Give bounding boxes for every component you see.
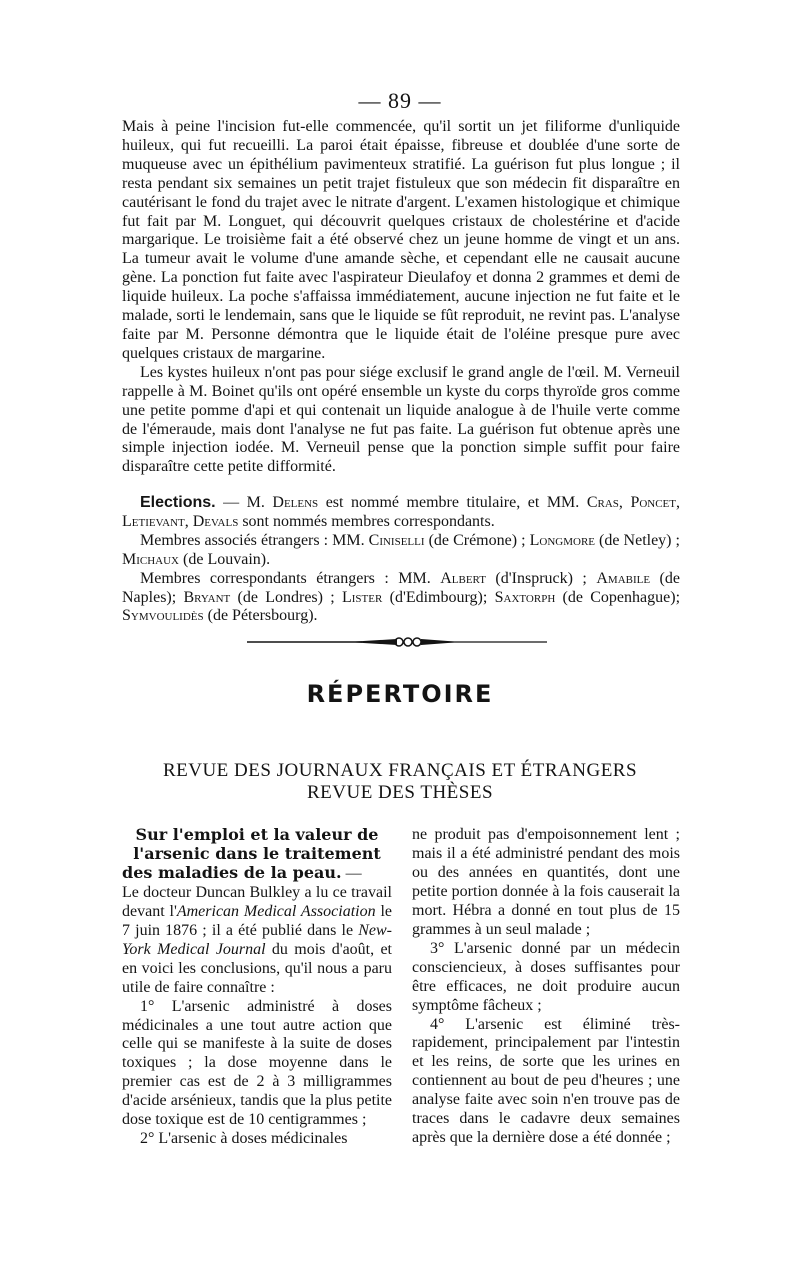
member-name: Longmore bbox=[529, 531, 595, 549]
conclusion-1: 1° L'arsenic administré à doses médicinales a une tout autre action que celle qui se manifeste à la suite de doses toxiques ; la dose moyenne dans le premier cas est de 2 à 3 milligrammes d'acide arsénieux, tandis que la plus petite dose toxique est de 10 centigrammes ; bbox=[122, 997, 392, 1129]
member-name: Cras bbox=[586, 494, 619, 511]
article-column-left bbox=[122, 826, 392, 1149]
elections-paragraph-associes bbox=[122, 532, 680, 570]
elections-paragraph-correspondants bbox=[122, 570, 680, 627]
paragraph-huileux-cases: Mais à peine l'incision fut-elle commencée, qu'il sortit un jet filiforme d'unliquide huileux, qui fut recueilli. La paroi était épaisse, fibreuse et doublée d'une sorte de muqueuse avec un épithélium pavimenteux stratifié. La guérison fut plus longue ; il resta pendant six semaines un petit trajet fistuleux que son médecin fit disparaître en cautérisant le fond du trajet avec le nitrate d'argent. L'examen histologique et chimique fut fait par M. Longuet, qui découvrit quelques cristaux de cholestérine et d'acide margarique. Le troisième fait a été observé chez un jeune homme de vingt et un ans. La tumeur avait le volume d'une amande sèche, et cependant elle ne causait aucune gène. La ponction fut faite avec l'aspirateur Dieulafoy et donna 2 grammes et demi de liquide huileux. La poche s'affaissa immédiatement, aucune injection ne fut faite et le malade, sorti le lendemain, sans que le liquide se fût reproduit, ne revint pas. L'analyse faite par M. Personne démontra que le liquide était de l'oléine presque pure avec quelques cristaux de margarine. bbox=[122, 118, 680, 362]
main-text-block bbox=[122, 118, 680, 477]
elections-text: (de Netley) ; bbox=[595, 531, 681, 549]
member-name: Devals bbox=[192, 512, 239, 530]
journal-name: New-York Medical Journal bbox=[122, 921, 392, 958]
member-name: Saxtorph bbox=[494, 588, 556, 606]
paragraph-kystes-huileux: Les kystes huileux n'ont pas pour siége exclusif le grand angle de l'œil. M. Verneuil rappelle à M. Boinet qu'ils ont opéré ensemble un kyste du corps thyroïde gros comme une petite pomme d'api et qui contenait un liquide analogue à de l'huile verte comme de l'émeraude, mais dont l'analyse ne fut pas faite. La guérison fut obtenue après une simple injection iodée. M. Verneuil pense que la ponction simple suffit pour faire disparaître cette petite difformité. bbox=[122, 363, 680, 476]
elections-text: (d'Edimbourg); bbox=[382, 588, 495, 606]
elections-text: — M. bbox=[215, 494, 273, 511]
member-name: Poncet bbox=[630, 494, 676, 511]
member-name: Letievant bbox=[122, 512, 185, 530]
article-title: des maladies de la peau. bbox=[122, 862, 342, 882]
article-title: l'arsenic dans le traitement bbox=[133, 843, 381, 863]
member-name: Delens bbox=[272, 494, 319, 511]
elections-text: , bbox=[184, 512, 193, 530]
article-intro bbox=[122, 884, 392, 998]
elections-text: (de Naples); bbox=[122, 569, 680, 606]
article-text: le 7 juin 1876 ; il a été publié dans le bbox=[122, 902, 392, 939]
conclusion-3: 3° L'arsenic donné par un médecin consciencieux, à doses suffisantes pour être efficaces, ne doit produire aucun symptôme fâcheux ; bbox=[412, 939, 680, 1014]
conclusion-4: 4° L'arsenic est éliminé très-rapidement, principalement par l'intestin et les reins, de sorte que les urines en contiennent au bout de peu d'heures ; une analyse faite avec soin n'en trouve pas de traces dans le cadavre deux semaines après que la dernière dose a été donnée ; bbox=[412, 1015, 680, 1147]
member-name: Lister bbox=[342, 588, 383, 606]
article-text: du mois d'août, et en voici les conclusions, qu'il nous a paru utile de faire connaître : bbox=[122, 940, 393, 996]
elections-text: , bbox=[676, 494, 680, 511]
elections-text: , bbox=[618, 494, 631, 511]
member-name: Michaux bbox=[122, 550, 180, 568]
section-subtitle-journaux: REVUE DES JOURNAUX FRANÇAIS ET ÉTRANGERS bbox=[162, 760, 638, 781]
member-name: Symvoulidès bbox=[122, 607, 204, 625]
conclusion-2-start: 2° L'arsenic à doses médicinales bbox=[140, 1130, 348, 1148]
elections-heading: Elections. bbox=[140, 494, 216, 511]
elections-section bbox=[122, 494, 680, 626]
elections-text: Membres correspondants étrangers : MM. bbox=[140, 569, 441, 587]
section-subtitle-theses: REVUE DES THÈSES bbox=[306, 782, 494, 803]
article-dash: — bbox=[341, 864, 362, 882]
ornamental-divider bbox=[247, 636, 547, 648]
article-column-right bbox=[412, 826, 680, 1148]
page-number: — 89 — bbox=[358, 88, 442, 113]
elections-text: (de Copenhague); bbox=[555, 588, 681, 606]
member-name: Bryant bbox=[183, 588, 231, 606]
elections-text: sont nommés membres correspondants. bbox=[238, 512, 495, 530]
member-name: Ciniselli bbox=[368, 531, 425, 549]
article-title: Sur l'emploi et la valeur de bbox=[135, 825, 379, 844]
elections-text: Membres associés étrangers : MM. bbox=[140, 531, 369, 549]
member-name: Amabile bbox=[596, 569, 651, 587]
journal-name: American Medical Association bbox=[176, 902, 376, 920]
member-name: Albert bbox=[440, 569, 486, 587]
elections-text: (de Crémone) ; bbox=[424, 531, 530, 549]
section-title: RÉPERTOIRE bbox=[306, 680, 494, 708]
elections-paragraph-members bbox=[122, 494, 680, 532]
elections-text: est nommé membre titulaire, et MM. bbox=[318, 494, 587, 511]
conclusion-2-continued: ne produit pas d'empoisonnement lent ; mais il a été administré pendant des mois ou des années en quantités, dont une petite portion donnée à la fois causerait la mort. Hébra a donné en tout plus de 15 grammes à un seul malade ; bbox=[412, 826, 680, 938]
elections-text: (d'Inspruck) ; bbox=[485, 569, 597, 587]
article-text: Le docteur Duncan Bulkley a lu ce travail devant l' bbox=[122, 883, 392, 920]
elections-text: (de Londres) ; bbox=[230, 588, 342, 606]
elections-text: (de Pétersbourg). bbox=[203, 607, 318, 625]
elections-text: (de Louvain). bbox=[179, 550, 271, 568]
article-title-block bbox=[122, 826, 392, 884]
